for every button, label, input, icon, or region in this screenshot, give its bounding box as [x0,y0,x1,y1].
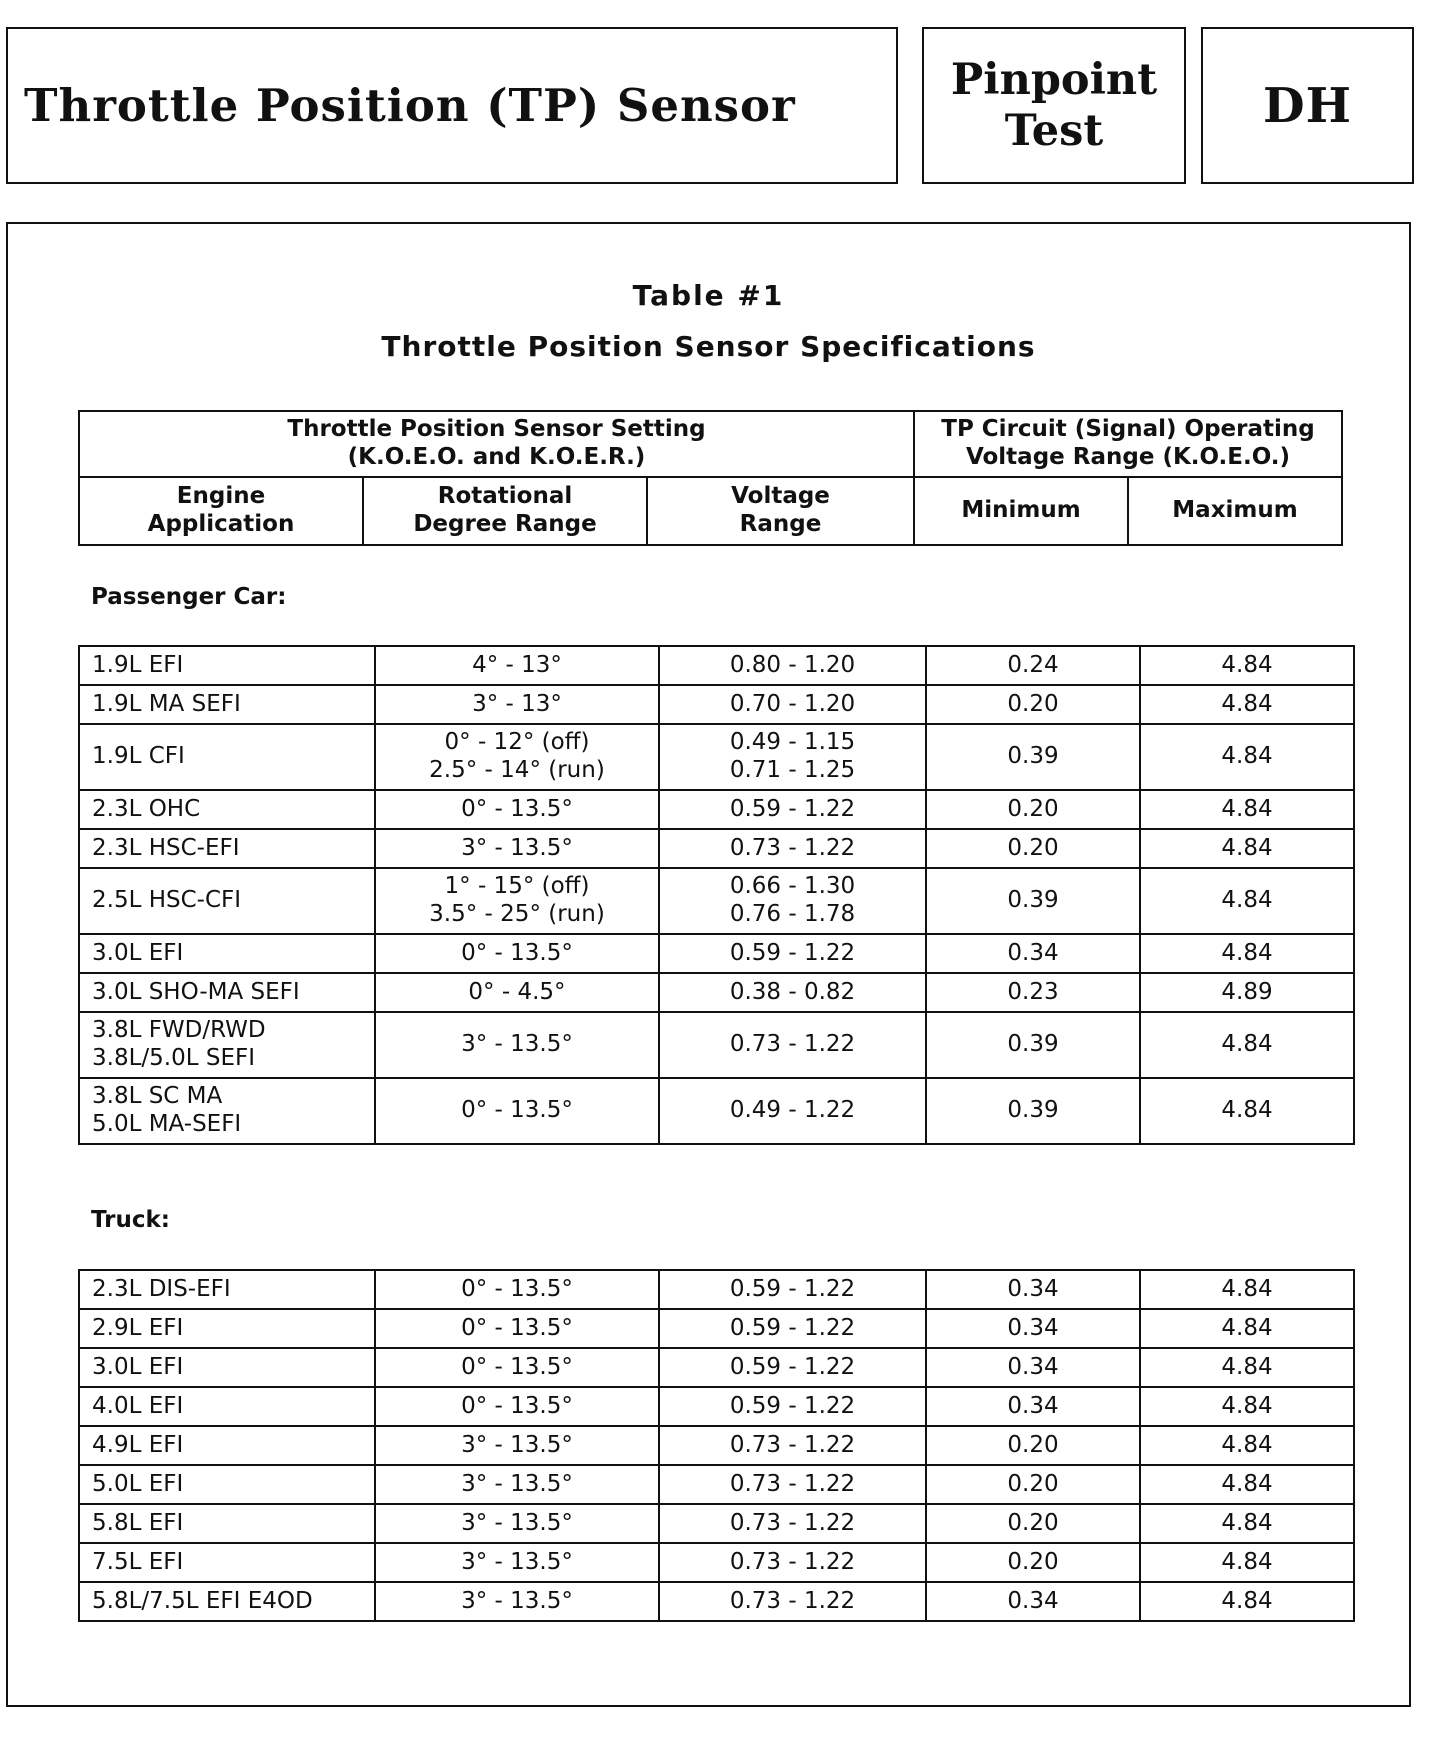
voltage-range-cell: 0.59 - 1.22 [659,1270,926,1309]
minimum-cell: 0.34 [926,1309,1140,1348]
maximum-cell: 4.84 [1140,868,1354,934]
table-row [79,685,1354,724]
engine-cell: 3.0L SHO-MA SEFI [79,973,375,1012]
minimum-cell: 0.39 [926,1078,1140,1144]
table-row [79,1504,1354,1543]
engine-cell: 5.0L EFI [79,1465,375,1504]
engine-cell: 2.3L OHC [79,790,375,829]
minimum-cell: 0.20 [926,1504,1140,1543]
maximum-cell: 4.84 [1140,1426,1354,1465]
voltage-range-cell: 0.73 - 1.22 [659,1465,926,1504]
maximum-cell: 4.89 [1140,973,1354,1012]
column-header-maximum: Maximum [1128,477,1342,545]
voltage-range-cell: 0.73 - 1.22 [659,1543,926,1582]
table-number: Table #1 [632,279,785,312]
degree-range-cell: 0° - 13.5° [375,1387,659,1426]
pinpoint-line1: Pinpoint [950,54,1158,105]
spec-panel [6,222,1411,1707]
table-row [79,1465,1354,1504]
degree-range-cell: 0° - 12° (off) 2.5° - 14° (run) [375,724,659,790]
minimum-cell: 0.34 [926,1387,1140,1426]
table-row [79,724,1354,790]
voltage-range-cell: 0.59 - 1.22 [659,1309,926,1348]
table-row [79,829,1354,868]
truck-label: Truck: [91,1207,171,1233]
engine-cell: 7.5L EFI [79,1543,375,1582]
document-title: Throttle Position (TP) Sensor [24,79,796,132]
degree-range-cell: 3° - 13.5° [375,1426,659,1465]
minimum-cell: 0.39 [926,724,1140,790]
engine-cell: 4.0L EFI [79,1387,375,1426]
engine-cell: 1.9L MA SEFI [79,685,375,724]
group-header-setting: Throttle Position Sensor Setting (K.O.E.O. and K.O.E.R.) [79,411,914,477]
voltage-range-cell: 0.80 - 1.20 [659,646,926,685]
maximum-cell: 4.84 [1140,1309,1354,1348]
pinpoint-test-box [922,27,1186,184]
engine-cell: 2.3L DIS-EFI [79,1270,375,1309]
voltage-range-cell: 0.73 - 1.22 [659,1582,926,1621]
maximum-cell: 4.84 [1140,1504,1354,1543]
voltage-range-cell: 0.59 - 1.22 [659,1387,926,1426]
degree-range-cell: 4° - 13° [375,646,659,685]
minimum-cell: 0.20 [926,1426,1140,1465]
table-title: Throttle Position Sensor Specifications [381,330,1036,363]
pinpoint-line2: Test [1004,105,1104,156]
engine-cell: 3.8L FWD/RWD 3.8L/5.0L SEFI [79,1012,375,1078]
engine-cell: 3.0L EFI [79,934,375,973]
engine-cell: 2.9L EFI [79,1309,375,1348]
minimum-cell: 0.20 [926,790,1140,829]
voltage-range-cell: 0.73 - 1.22 [659,829,926,868]
maximum-cell: 4.84 [1140,1348,1354,1387]
maximum-cell: 4.84 [1140,1078,1354,1144]
maximum-cell: 4.84 [1140,685,1354,724]
maximum-cell: 4.84 [1140,1543,1354,1582]
maximum-cell: 4.84 [1140,724,1354,790]
degree-range-cell: 3° - 13.5° [375,829,659,868]
degree-range-cell: 0° - 4.5° [375,973,659,1012]
minimum-cell: 0.20 [926,1543,1140,1582]
table-row [79,1582,1354,1621]
engine-cell: 3.0L EFI [79,1348,375,1387]
minimum-cell: 0.34 [926,1582,1140,1621]
degree-range-cell: 3° - 13.5° [375,1012,659,1078]
degree-range-cell: 3° - 13.5° [375,1465,659,1504]
engine-cell: 5.8L/7.5L EFI E4OD [79,1582,375,1621]
column-header-engine: Engine Application [79,477,363,545]
minimum-cell: 0.24 [926,646,1140,685]
table-row [79,646,1354,685]
truck-table [78,1269,1355,1622]
voltage-range-cell: 0.73 - 1.22 [659,1012,926,1078]
section-code: DH [1263,77,1352,134]
table-row [79,1348,1354,1387]
degree-range-cell: 0° - 13.5° [375,1078,659,1144]
degree-range-cell: 3° - 13.5° [375,1582,659,1621]
minimum-cell: 0.34 [926,934,1140,973]
voltage-range-cell: 0.73 - 1.22 [659,1504,926,1543]
passenger-car-table [78,645,1355,1145]
passenger-car-label: Passenger Car: [91,584,287,610]
minimum-cell: 0.39 [926,1012,1140,1078]
voltage-range-cell: 0.70 - 1.20 [659,685,926,724]
voltage-range-cell: 0.49 - 1.22 [659,1078,926,1144]
maximum-cell: 4.84 [1140,1582,1354,1621]
minimum-cell: 0.34 [926,1270,1140,1309]
voltage-range-cell: 0.66 - 1.30 0.76 - 1.78 [659,868,926,934]
column-header-voltage: Voltage Range [647,477,914,545]
maximum-cell: 4.84 [1140,1012,1354,1078]
voltage-range-cell: 0.59 - 1.22 [659,934,926,973]
pinpoint-test-label [951,55,1157,156]
maximum-cell: 4.84 [1140,934,1354,973]
minimum-cell: 0.20 [926,829,1140,868]
group-header-voltage: TP Circuit (Signal) Operating Voltage Range (K.O.E.O.) [914,411,1342,477]
engine-cell: 3.8L SC MA 5.0L MA-SEFI [79,1078,375,1144]
maximum-cell: 4.84 [1140,1465,1354,1504]
engine-cell: 2.5L HSC-CFI [79,868,375,934]
engine-cell: 1.9L EFI [79,646,375,685]
table-header [78,410,1343,546]
maximum-cell: 4.84 [1140,790,1354,829]
minimum-cell: 0.20 [926,685,1140,724]
engine-cell: 5.8L EFI [79,1504,375,1543]
voltage-range-cell: 0.59 - 1.22 [659,790,926,829]
table-row [79,1012,1354,1078]
degree-range-cell: 0° - 13.5° [375,1270,659,1309]
table-row [79,1078,1354,1144]
engine-cell: 1.9L CFI [79,724,375,790]
engine-cell: 2.3L HSC-EFI [79,829,375,868]
engine-cell: 4.9L EFI [79,1426,375,1465]
minimum-cell: 0.23 [926,973,1140,1012]
degree-range-cell: 3° - 13.5° [375,1504,659,1543]
column-header-rotation: Rotational Degree Range [363,477,647,545]
voltage-range-cell: 0.73 - 1.22 [659,1426,926,1465]
title-box [6,27,898,184]
table-row [79,1270,1354,1309]
maximum-cell: 4.84 [1140,1387,1354,1426]
minimum-cell: 0.39 [926,868,1140,934]
maximum-cell: 4.84 [1140,829,1354,868]
section-code-box [1201,27,1414,184]
maximum-cell: 4.84 [1140,1270,1354,1309]
voltage-range-cell: 0.38 - 0.82 [659,973,926,1012]
degree-range-cell: 0° - 13.5° [375,790,659,829]
degree-range-cell: 0° - 13.5° [375,1348,659,1387]
degree-range-cell: 3° - 13° [375,685,659,724]
table-row [79,790,1354,829]
minimum-cell: 0.34 [926,1348,1140,1387]
voltage-range-cell: 0.49 - 1.15 0.71 - 1.25 [659,724,926,790]
minimum-cell: 0.20 [926,1465,1140,1504]
table-row [79,1309,1354,1348]
table-row [79,868,1354,934]
table-row [79,973,1354,1012]
degree-range-cell: 0° - 13.5° [375,1309,659,1348]
table-row [79,1543,1354,1582]
table-row [79,1426,1354,1465]
degree-range-cell: 1° - 15° (off) 3.5° - 25° (run) [375,868,659,934]
maximum-cell: 4.84 [1140,646,1354,685]
table-row [79,1387,1354,1426]
degree-range-cell: 3° - 13.5° [375,1543,659,1582]
degree-range-cell: 0° - 13.5° [375,934,659,973]
column-header-minimum: Minimum [914,477,1128,545]
table-row [79,934,1354,973]
voltage-range-cell: 0.59 - 1.22 [659,1348,926,1387]
